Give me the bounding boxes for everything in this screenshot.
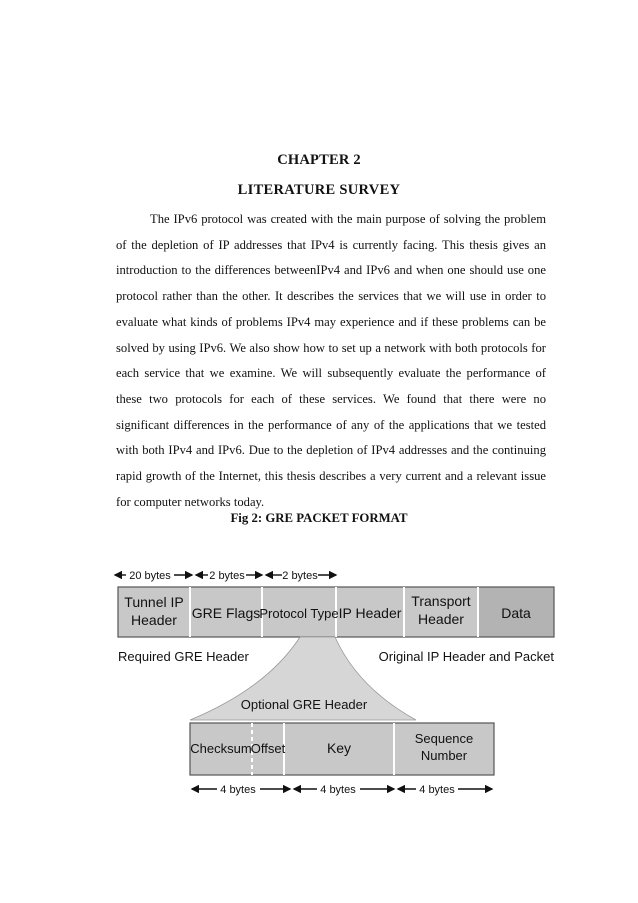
cell-sequence-line1: Sequence	[414, 731, 474, 746]
cell-ip-header: IP Header	[338, 605, 402, 621]
cell-sequence-line2: Number	[420, 748, 468, 763]
size-label-2-bytes-protocol: 2 bytes	[282, 570, 318, 582]
cell-gre-flags: GRE Flags	[191, 605, 261, 621]
cell-tunnel-ip-line2: Header	[131, 612, 177, 628]
cell-key: Key	[326, 740, 352, 756]
body-paragraph: The IPv6 protocol was created with the main purpose of solving the problem of the depletion of IP addresses that IPv4 is currently facing. This thesis gives an introduction to the differences betweenIPv4 and IPv6 and when one should use one protocol rather than the other. It describes the services that we will use in order to evaluate what kinds of problems IPv4 may experience and if these problems can be solved by using IPv6. We also show how to set up a network with both protocols for each service that we examine. We will subsequently evaluate the performance of these two protocols for each of these services. We found that there were no significant differences in the performance of any of the applications that we tested with both IPv4 and IPv6. Due to the depletion of IPv4 addresses and the continuing rapid growth of the Internet, this thesis describes a very current and a relevant issue for computer networks today.	[116, 212, 546, 509]
size-label-4-bytes-checksum: 4 bytes	[220, 784, 256, 796]
cell-tunnel-ip-line1: Tunnel IP	[124, 594, 184, 610]
size-label-20-bytes: 20 bytes	[129, 570, 171, 582]
cell-offset: Offset	[250, 741, 286, 756]
size-label-4-bytes-sequence: 4 bytes	[419, 784, 455, 796]
cell-data: Data	[501, 605, 531, 621]
gre-packet-diagram	[112, 560, 556, 800]
required-gre-header-label: Required GRE Header	[118, 649, 249, 664]
figure-caption: Fig 2: GRE PACKET FORMAT	[230, 511, 408, 525]
original-ip-header-label: Original IP Header and Packet	[378, 649, 554, 664]
cell-checksum: Checksum	[190, 741, 252, 756]
size-label-4-bytes-key: 4 bytes	[320, 784, 356, 796]
section-title: LITERATURE SURVEY	[237, 182, 401, 198]
chapter-heading: CHAPTER 2	[277, 152, 361, 168]
cell-transport-line1: Transport	[411, 593, 471, 609]
size-label-2-bytes-flags: 2 bytes	[209, 570, 245, 582]
cell-transport-line2: Header	[418, 611, 464, 627]
optional-gre-header-label: Optional GRE Header	[240, 697, 368, 712]
cell-protocol-type: Protocol Type	[259, 606, 339, 621]
